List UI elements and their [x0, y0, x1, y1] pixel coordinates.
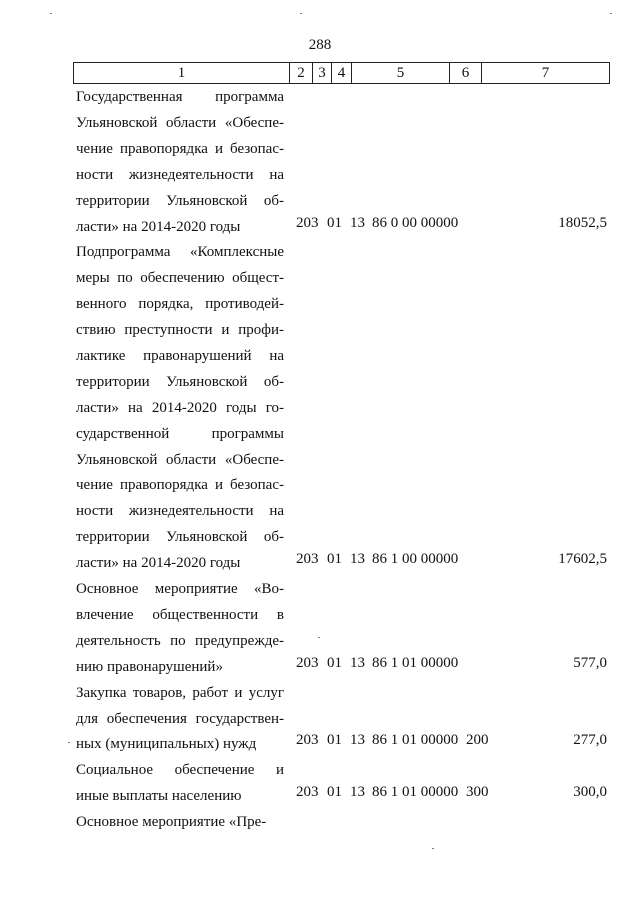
row-description-line: ности жизнедеятельности на — [76, 503, 284, 520]
table-row — [0, 758, 640, 810]
row-description-line: Закупка товаров, работ и услуг — [76, 684, 284, 701]
row-description-line: ласти» на 2014-2020 годы — [76, 218, 241, 235]
scan-speck — [610, 13, 612, 14]
row-description-line: территории Ульяновской об- — [76, 373, 284, 390]
row-description-line: влечение общественности в — [76, 606, 284, 623]
row-ministry-code: 203 — [296, 654, 319, 671]
row-target-article: 86 1 01 00000 — [372, 732, 459, 749]
row-ministry-code: 203 — [296, 214, 319, 231]
row-amount: 577,0 — [573, 654, 607, 671]
row-section-code: 01 — [327, 551, 342, 568]
table-column-header — [73, 62, 610, 84]
row-description-line: Основное мероприятие «Пре- — [76, 814, 267, 831]
row-amount: 277,0 — [573, 732, 607, 749]
row-target-article: 86 1 01 00000 — [372, 654, 459, 671]
row-description-line: ствию преступности и профи- — [76, 322, 284, 339]
row-description-line: ных (муниципальных) нужд — [76, 736, 257, 753]
row-description-line: иные выплаты населению — [76, 788, 242, 805]
table-row — [0, 240, 640, 577]
row-subsection-code: 13 — [350, 551, 365, 568]
row-description-line: ности жизнедеятельности на — [76, 166, 284, 183]
row-section-code: 01 — [327, 784, 342, 801]
row-description-line: Государственная программа — [76, 89, 284, 105]
table-row — [0, 681, 640, 759]
row-description-line: Подпрограмма «Комплексные — [76, 244, 284, 261]
table-row — [0, 810, 640, 836]
row-target-article: 86 0 00 00000 — [372, 214, 459, 231]
row-subsection-code: 13 — [350, 784, 365, 801]
row-target-article: 86 1 00 00000 — [372, 551, 459, 568]
header-col-5: 5 — [352, 63, 450, 83]
row-section-code: 01 — [327, 214, 342, 231]
row-description-line: ласти» на 2014-2020 годы го- — [76, 399, 284, 416]
row-description-line: территории Ульяновской об- — [76, 529, 284, 546]
row-description-line: сударственной программы — [76, 425, 284, 442]
row-description-line: Социальное обеспечение и — [76, 762, 284, 779]
row-description-line: территории Ульяновской об- — [76, 192, 284, 209]
header-col-6: 6 — [450, 63, 482, 83]
row-subsection-code: 13 — [350, 732, 365, 749]
row-description-line: Ульяновской области «Обеспе- — [76, 451, 284, 468]
header-col-1: 1 — [74, 63, 290, 83]
table-row — [0, 577, 640, 681]
scan-speck — [300, 13, 302, 14]
header-col-7: 7 — [541, 65, 550, 81]
row-description-line: Основное мероприятие «Во- — [76, 581, 284, 598]
table-row — [0, 85, 640, 240]
row-ministry-code: 203 — [296, 732, 319, 749]
row-description-line: лактике правонарушений на — [76, 347, 284, 364]
row-expense-type: 300 — [466, 784, 489, 801]
row-description-line: венного порядка, противодей- — [76, 296, 284, 313]
header-col-2: 2 — [290, 63, 313, 83]
row-description-line: меры по обеспечению общест- — [76, 270, 284, 287]
row-ministry-code: 203 — [296, 551, 319, 568]
row-description-line: ласти» на 2014-2020 годы — [76, 555, 241, 572]
page-number: 288 — [308, 37, 332, 53]
row-description-line: деятельность по предупрежде- — [76, 632, 284, 649]
header-col-3: 3 — [313, 63, 332, 83]
row-ministry-code: 203 — [296, 784, 319, 801]
row-section-code: 01 — [327, 732, 342, 749]
row-subsection-code: 13 — [350, 214, 365, 231]
scan-speck — [318, 637, 320, 638]
row-description-line: нию правонарушений» — [76, 658, 223, 675]
row-amount: 300,0 — [573, 784, 607, 801]
row-amount: 17602,5 — [558, 551, 607, 568]
row-description-line: Ульяновской области «Обеспе- — [76, 114, 284, 131]
row-description-line: чение правопорядка и безопас- — [76, 477, 284, 494]
header-col-4: 4 — [332, 63, 352, 83]
row-target-article: 86 1 01 00000 — [372, 784, 459, 801]
scan-speck — [68, 742, 70, 743]
row-amount: 18052,5 — [558, 214, 607, 231]
row-description-line: для обеспечения государствен- — [76, 710, 284, 727]
row-subsection-code: 13 — [350, 654, 365, 671]
scan-speck — [432, 848, 434, 849]
row-expense-type: 200 — [466, 732, 489, 749]
row-description-line: чение правопорядка и безопас- — [76, 140, 284, 157]
scan-speck — [50, 13, 52, 14]
row-section-code: 01 — [327, 654, 342, 671]
